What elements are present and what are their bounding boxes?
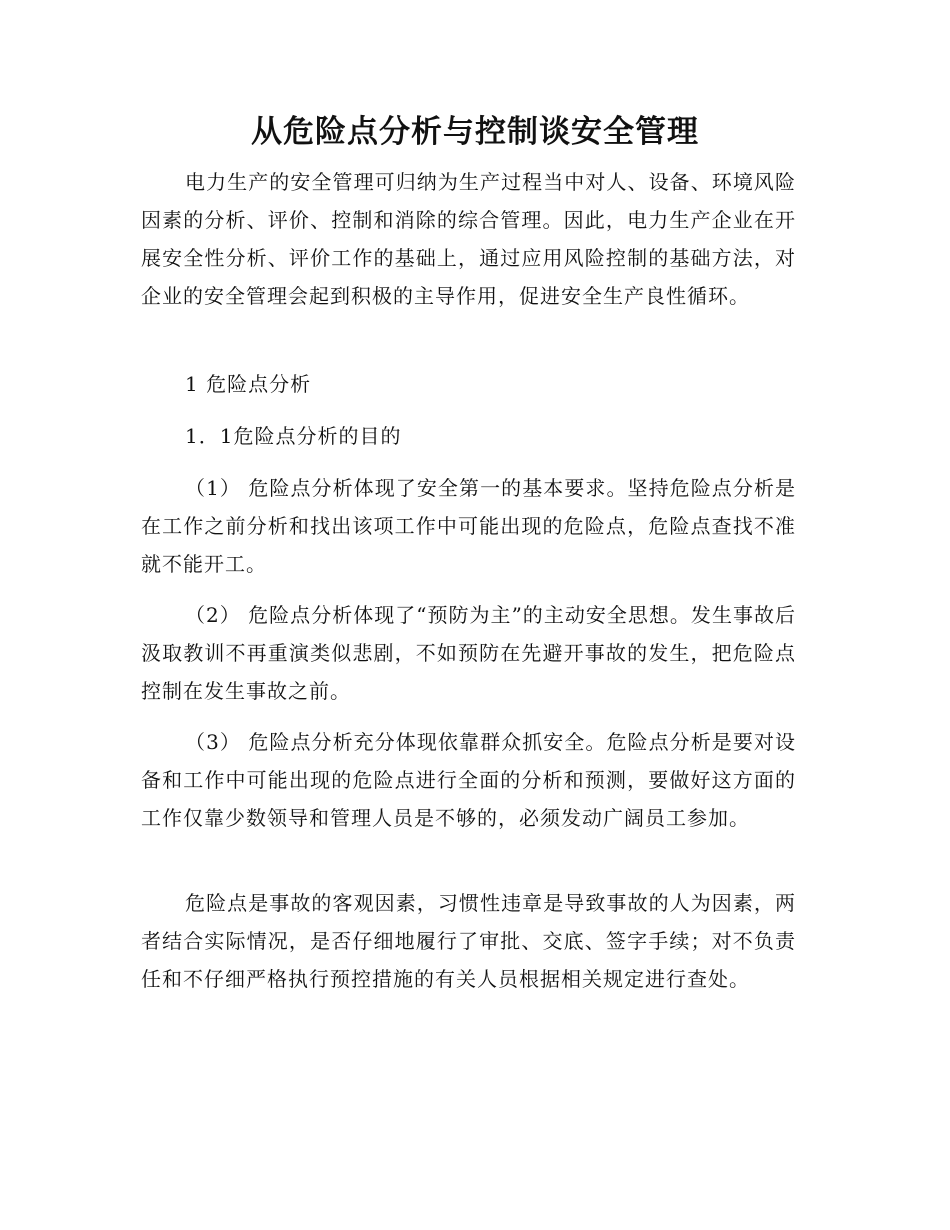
- point-paragraph-1: （1） 危险点分析体现了安全第一的基本要求。坚持危险点分析是在工作之前分析和找出该项工作中可能出现的危险点，危险点查找不准就不能开工。: [141, 476, 796, 576]
- point-paragraph-2: （2） 危险点分析体现了“预防为主”的主动安全思想。发生事故后汲取教训不再重演类似悲剧，不如预防在先避开事故的发生，把危险点控制在发生事故之前。: [141, 603, 796, 703]
- section-heading: 1 危险点分析: [185, 372, 312, 396]
- closing-paragraph: 危险点是事故的客观因素，习惯性违章是导致事故的人为因素，两者结合实际情况，是否仔细地履行了审批、交底、签字手续；对不负责任和不仔细严格执行预控措施的有关人员根据相关规定进行查处。: [141, 891, 796, 991]
- subsection-heading: 1．1危险点分析的目的: [185, 424, 402, 448]
- intro-paragraph: 电力生产的安全管理可归纳为生产过程当中对人、设备、环境风险因素的分析、评价、控制和消除的综合管理。因此，电力生产企业在开展安全性分析、评价工作的基础上，通过应用风险控制的基础方法，对企业的安全管理会起到积极的主导作用，促进安全生产良性循环。: [141, 170, 796, 308]
- point-paragraph-3: （3） 危险点分析充分体现依靠群众抓安全。危险点分析是要对设备和工作中可能出现的危险点进行全面的分析和预测，要做好这方面的工作仅靠少数领导和管理人员是不够的，必须发动广阔员工参加。: [141, 730, 796, 830]
- document-title: 从危险点分析与控制谈安全管理: [251, 114, 699, 150]
